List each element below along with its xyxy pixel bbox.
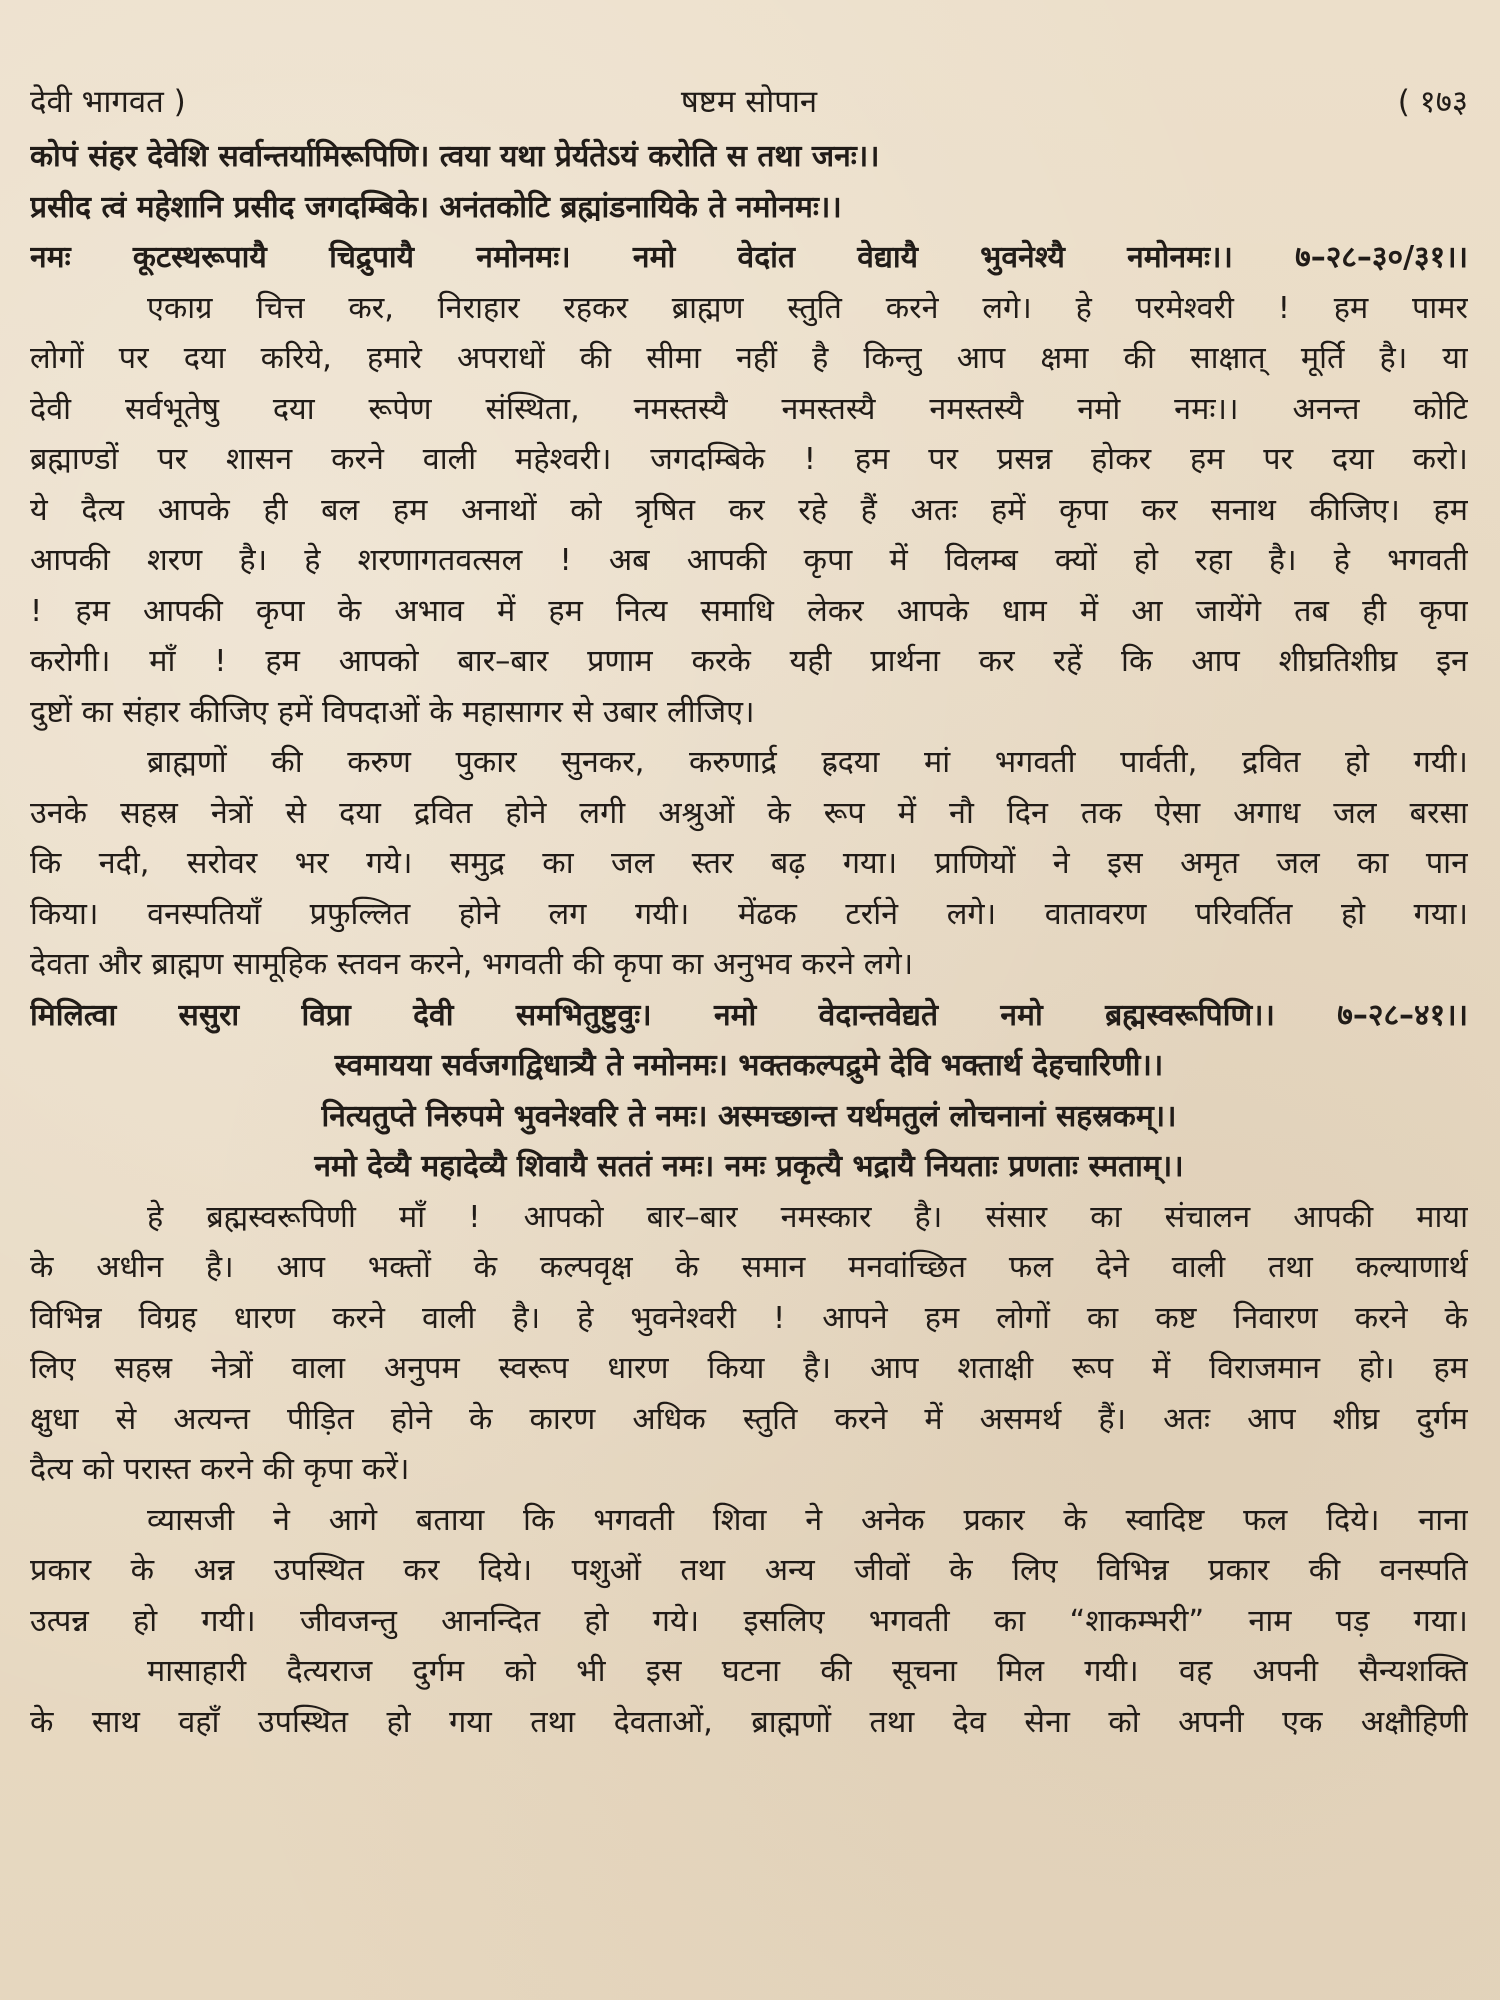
verse-line: स्वमायया सर्वजगद्विधात्र्यै ते नमोनमः। भक्तकल्पद्रुमे देवि भक्तार्थ देहचारिणी।। bbox=[334, 1048, 1164, 1083]
verse-line: नमो देव्यै महादेव्यै शिवायै सततं नमः। नमः प्रकृत्यै भद्रायै नियताः प्रणताः स्मताम्।। bbox=[314, 1149, 1184, 1184]
paragraph-line: दुष्टों का संहार कीजिए हमें विपदाओं के महासागर से उबार लीजिए। bbox=[30, 694, 755, 730]
paragraph-line: आपकी शरण है। हे शरणागतवत्सल ! अब आपकी कृपा में विलम्ब क्यों हो रहा है। हे भगवती bbox=[30, 543, 1468, 578]
verse-line: प्रसीद त्वं महेशानि प्रसीद जगदम्बिके। अनंतकोटि ब्रह्मांडनायिके ते नमोनमः।। bbox=[30, 189, 842, 225]
paragraph-line: देवता और ब्राह्मण सामूहिक स्तवन करने, भगवती की कृपा का अनुभव करने लगे। bbox=[30, 947, 914, 982]
running-header bbox=[30, 72, 1468, 132]
paragraph-line: देवी सर्वभूतेषु दया रूपेण संस्थिता, नमस्तस्यै नमस्तस्यै नमस्तस्यै नमो नमः।। अनन्त कोटि bbox=[30, 391, 1468, 427]
paragraph-line: लोगों पर दया करिये, हमारे अपराधों की सीमा नहीं है किन्तु आप क्षमा की साक्षात् मूर्ति है। या bbox=[30, 341, 1468, 376]
paragraph-line: दैत्य को परास्त करने की कृपा करें। bbox=[30, 1452, 410, 1487]
paragraph-line: किया। वनस्पतियाँ प्रफुल्लित होने लग गयी। मेंढक टर्राने लगे। वातावरण परिवर्तित हो गया। bbox=[30, 896, 1468, 932]
paragraph-line: कि नदी, सरोवर भर गये। समुद्र का जल स्तर बढ़ गया। प्राणियों ने इस अमृत जल का पान bbox=[30, 846, 1468, 881]
paragraph-line: ब्रह्माण्डों पर शासन करने वाली महेश्वरी। जगदम्बिके ! हम पर प्रसन्न होकर हम पर दया करो। bbox=[30, 442, 1468, 477]
header-chapter-title: षष्टम सोपान bbox=[680, 84, 818, 120]
verse-line: नमः कूटस्थरूपायै चिद्रुपायै नमोनमः। नमो वेदांत वेद्यायै भुवनेश्यै नमोनमः।। ७–२८–३०/३१।। bbox=[30, 240, 1468, 275]
paragraph-line: लिए सहस्र नेत्रों वाला अनुपम स्वरूप धारण किया है। आप शताक्षी रूप में विराजमान हो। हम bbox=[30, 1351, 1468, 1386]
verse-line: नित्यतुप्ते निरुपमे भुवनेश्वरि ते नमः। अस्मच्छान्त यर्थमतुलं लोचनानां सहस्रकम्।। bbox=[321, 1098, 1177, 1134]
paragraph-line: के अधीन है। आप भक्तों के कल्पवृक्ष के समान मनवांच्छित फल देने वाली तथा कल्याणार्थ bbox=[30, 1250, 1468, 1285]
page-body bbox=[30, 132, 1468, 1748]
paragraph-line: उनके सहस्र नेत्रों से दया द्रवित होने लगी अश्रुओं के रूप में नौ दिन तक ऐसा अगाध जल बरसा bbox=[30, 795, 1468, 831]
paragraph-line: मासाहारी दैत्यराज दुर्गम को भी इस घटना की सूचना मिल गयी। वह अपनी सैन्यशक्ति bbox=[147, 1654, 1468, 1689]
paragraph-line: व्यासजी ने आगे बताया कि भगवती शिवा ने अनेक प्रकार के स्वादिष्ट फल दिये। नाना bbox=[147, 1502, 1468, 1538]
paragraph-line: उत्पन्न हो गयी। जीवजन्तु आनन्दित हो गये। इसलिए भगवती का “शाकम्भरी” नाम पड़ गया। bbox=[30, 1603, 1468, 1639]
paragraph-line: करोगी। माँ ! हम आपको बार–बार प्रणाम करके यही प्रार्थना कर रहें कि आप शीघ्रतिशीघ्र इन bbox=[30, 644, 1468, 679]
paragraph-line: के साथ वहाँ उपस्थित हो गया तथा देवताओं, ब्राह्मणों तथा देव सेना को अपनी एक अक्षौहिणी bbox=[30, 1704, 1468, 1740]
paragraph-line: क्षुधा से अत्यन्त पीड़ित होने के कारण अधिक स्तुति करने में असमर्थ हैं। अतः आप शीघ्र दुर्गम bbox=[30, 1401, 1468, 1437]
paragraph-line: एकाग्र चित्त कर, निराहार रहकर ब्राह्मण स्तुति करने लगे। हे परमेश्वरी ! हम पामर bbox=[147, 290, 1468, 326]
paragraph-line: विभिन्न विग्रह धारण करने वाली है। हे भुवनेश्वरी ! आपने हम लोगों का कष्ट निवारण करने के bbox=[30, 1300, 1468, 1336]
verse-line: कोपं संहर देवेशि सर्वान्तर्यामिरूपिणि। त्वया यथा प्रेर्यतेऽयं करोति स तथा जनः।। bbox=[30, 139, 880, 174]
paragraph-line: ये दैत्य आपके ही बल हम अनाथों को त्रृषित कर रहे हैं अतः हमें कृपा कर सनाथ कीजिए। हम bbox=[30, 492, 1468, 528]
verse-line: मिलित्वा ससुरा विप्रा देवी समभितुष्टुवुः। नमो वेदान्तवेद्यते नमो ब्रह्मस्वरूपिणि।। ७–२८–४१।। bbox=[30, 997, 1468, 1033]
paragraph-line: ! हम आपकी कृपा के अभाव में हम नित्य समाधि लेकर आपके धाम में आ जायेंगे तब ही कृपा bbox=[30, 593, 1468, 629]
paragraph-line: ब्राह्मणों की करुण पुकार सुनकर, करुणार्द्र ह्रदया मां भगवती पार्वती, द्रवित हो गयी। bbox=[147, 745, 1468, 780]
header-book-title: देवी भागवत ) bbox=[30, 84, 186, 120]
paragraph-line: प्रकार के अन्न उपस्थित कर दिये। पशुओं तथा अन्य जीवों के लिए विभिन्न प्रकार की वनस्पति bbox=[30, 1553, 1468, 1588]
paragraph-line: हे ब्रह्मस्वरूपिणी माँ ! आपको बार–बार नमस्कार है। संसार का संचालन आपकी माया bbox=[147, 1199, 1468, 1235]
header-page-number: ( १७३ bbox=[1397, 84, 1468, 120]
